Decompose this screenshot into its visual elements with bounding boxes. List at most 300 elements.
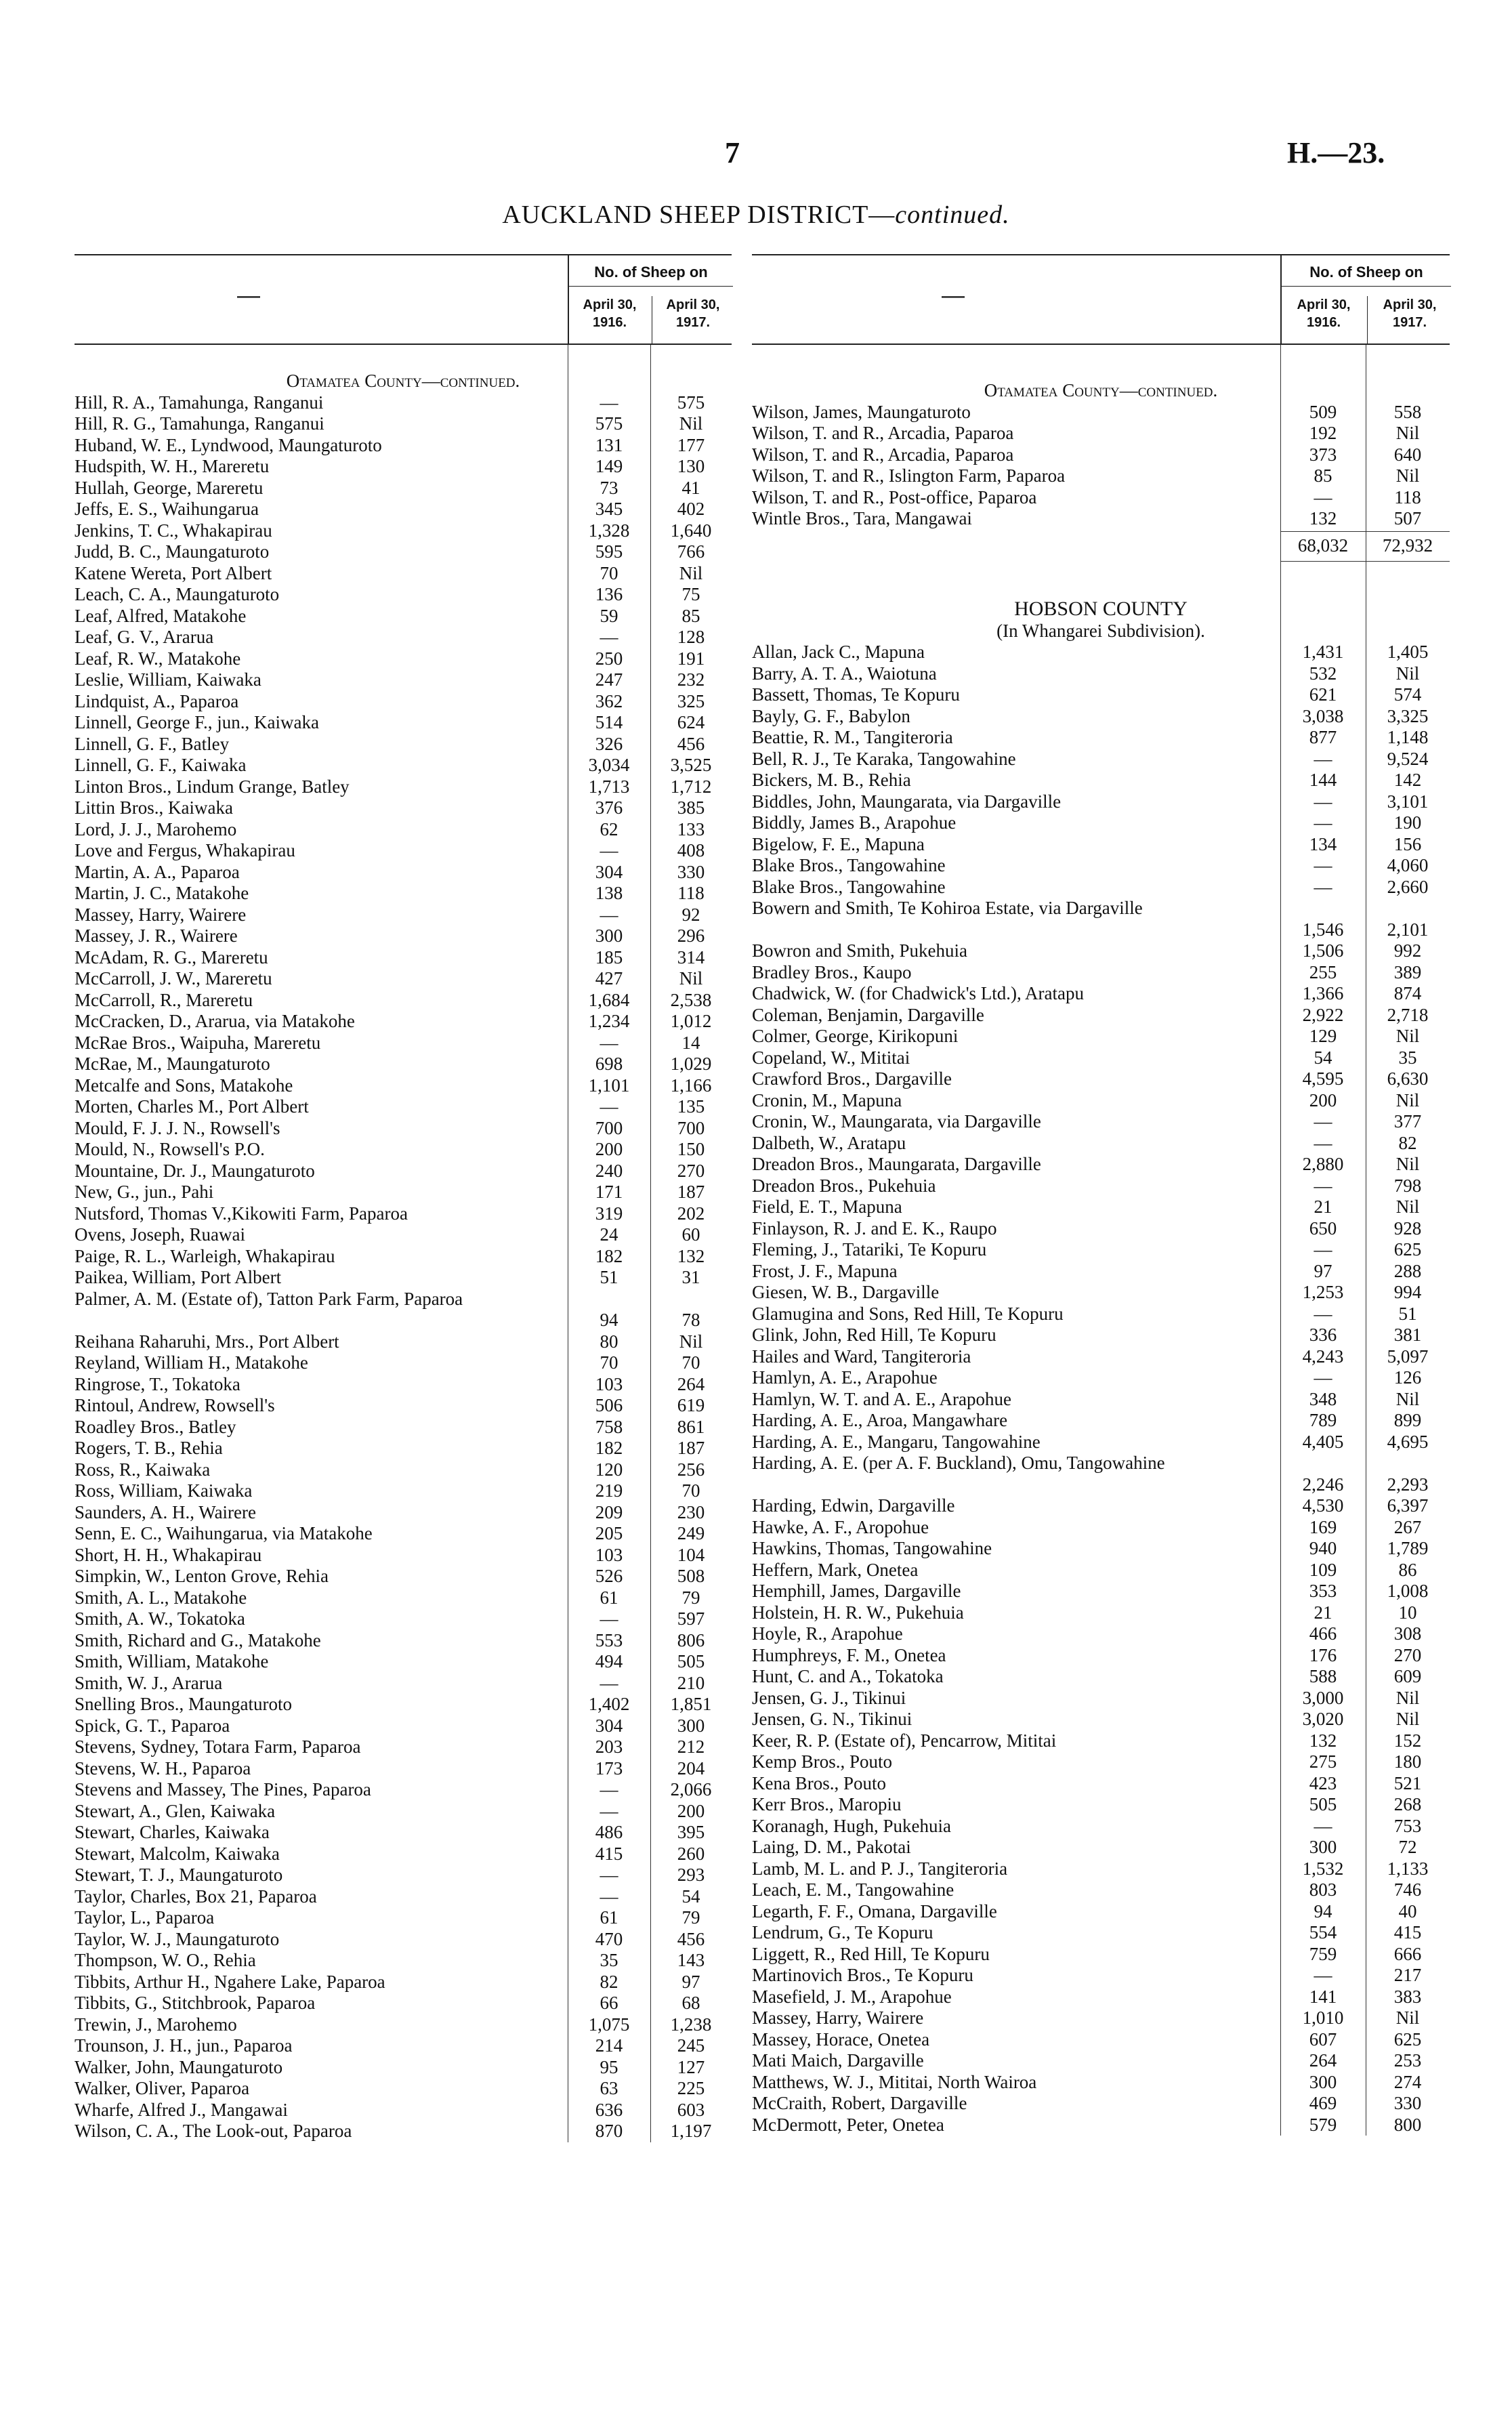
owner-name: Field, E. T., Mapuna — [752, 1197, 902, 1217]
table-row — [75, 734, 732, 755]
sheep-1917: 389 — [1393, 961, 1422, 982]
owner-name: Kemp Bros., Pouto — [752, 1751, 893, 1772]
sheep-1916: 4,595 — [1302, 1068, 1344, 1089]
table-row — [75, 1737, 732, 1758]
table-row — [752, 855, 1450, 877]
sheep-1916: 1,253 — [1302, 1282, 1344, 1302]
table-row — [75, 1651, 732, 1673]
sheep-1917: 68 — [681, 1993, 700, 2013]
table-row — [75, 2035, 732, 2057]
sheep-1916: 3,000 — [1302, 1687, 1344, 1708]
sheep-1917: 314 — [677, 947, 705, 968]
owner-name: Linnell, G. F., Kaiwaka — [75, 755, 247, 775]
owner-name: Glamugina and Sons, Red Hill, Te Kopuru — [752, 1303, 1064, 1324]
sheep-1917: 640 — [1393, 444, 1422, 465]
owner-name: Trewin, J., Marohemo — [75, 2014, 237, 2035]
table-row — [752, 663, 1450, 685]
owner-name: Liggett, R., Red Hill, Te Kopuru — [752, 1943, 990, 1964]
owner-name: Cronin, W., Maungarata, via Dargaville — [752, 1111, 1041, 1131]
owner-name: Harding, Edwin, Dargaville — [752, 1495, 955, 1516]
sheep-1917: Nil — [1395, 663, 1420, 684]
sheep-1917: Nil — [1395, 465, 1420, 486]
table-row — [752, 1709, 1450, 1730]
sheep-1916: 877 — [1309, 727, 1337, 747]
owner-name: McAdam, R. G., Mareretu — [75, 947, 268, 968]
sheep-1916: 134 — [1309, 833, 1337, 854]
owner-name: Holstein, H. R. W., Pukehuia — [752, 1602, 964, 1623]
table-row — [75, 1118, 732, 1140]
table-row — [752, 1239, 1450, 1261]
owner-name: Martinovich Bros., Te Kopuru — [752, 1965, 973, 1985]
table-row — [75, 2057, 732, 2079]
sheep-1917: 1,029 — [670, 1054, 712, 1074]
sheep-1917: 35 — [1398, 1047, 1417, 1068]
table-row — [75, 755, 732, 776]
sheep-1916: 35 — [600, 1950, 618, 1970]
sheep-1916: 4,530 — [1302, 1495, 1344, 1516]
owner-name: Hill, R. G., Tamahunga, Ranganui — [75, 413, 324, 434]
sheep-1916: — — [1314, 486, 1332, 507]
sheep-1916: — — [1314, 1965, 1332, 1985]
sheep-1916: 621 — [1309, 684, 1337, 705]
sheep-1916: 554 — [1309, 1922, 1337, 1942]
sheep-1917: 408 — [677, 840, 705, 860]
owner-name: Nutsford, Thomas V.,Kikowiti Farm, Paparoa — [75, 1203, 408, 1224]
owner-name: Judd, B. C., Maungaturoto — [75, 541, 270, 562]
sheep-1916: 423 — [1309, 1772, 1337, 1793]
owner-name: Stewart, Charles, Kaiwaka — [75, 1822, 270, 1842]
sheep-1917: 625 — [1393, 1239, 1422, 1260]
table-row — [75, 1801, 732, 1823]
sheep-1916: 1,010 — [1302, 2008, 1344, 2028]
sheep-1916: 579 — [1309, 2114, 1337, 2135]
sheep-1917: 212 — [677, 1737, 705, 1757]
sheep-1916: 132 — [1309, 508, 1337, 528]
sheep-1916: 103 — [595, 1373, 623, 1394]
table-row — [75, 2014, 732, 2036]
sheep-1917: 1,238 — [670, 2014, 712, 2035]
sheep-1916: 1,684 — [588, 989, 630, 1010]
sheep-1916: 1,075 — [588, 2014, 630, 2035]
owner-name: Matthews, W. J., Mititai, North Wairoa — [752, 2071, 1037, 2092]
sheep-1916: 109 — [1309, 1559, 1337, 1580]
sheep-1916: 182 — [595, 1438, 623, 1458]
sheep-1916: 940 — [1309, 1538, 1337, 1558]
sheep-1916: 427 — [595, 968, 623, 989]
owner-name: Hudspith, W. H., Mareretu — [75, 456, 270, 476]
table-row — [75, 2078, 732, 2100]
sheep-1917: Nil — [1395, 1154, 1420, 1174]
table-row — [752, 1730, 1450, 1752]
table-row — [752, 898, 1450, 940]
sheep-1917: 508 — [677, 1566, 705, 1586]
sheep-1917: 210 — [677, 1672, 705, 1693]
sheep-1917: 325 — [677, 690, 705, 711]
owner-name: Harding, A. E., Aroa, Mangawhare — [752, 1410, 1008, 1430]
table-row — [75, 1289, 732, 1331]
owner-name: Ross, R., Kaiwaka — [75, 1459, 211, 1480]
sheep-1916: 214 — [595, 2035, 623, 2056]
sheep-1917: 82 — [1398, 1132, 1417, 1153]
table-row — [75, 1545, 732, 1566]
sheep-1916: 304 — [595, 1715, 623, 1736]
table-row — [752, 1879, 1450, 1901]
owner-name: Stewart, T. J., Maungaturoto — [75, 1865, 283, 1885]
owner-name: Love and Fergus, Whakapirau — [75, 840, 295, 860]
table-row — [752, 962, 1450, 984]
owner-name: Rintoul, Andrew, Rowsell's — [75, 1395, 275, 1415]
sheep-1916: 870 — [595, 2121, 623, 2141]
table-row — [752, 2115, 1450, 2136]
owner-name: Wilson, T. and R., Post-office, Paparoa — [752, 486, 1037, 507]
sheep-1917: 190 — [1393, 812, 1422, 833]
sheep-1917: 191 — [677, 648, 705, 669]
sheep-1917: 127 — [677, 2056, 705, 2077]
owner-name: Wintle Bros., Tara, Mangawai — [752, 508, 972, 528]
table-row — [75, 541, 732, 563]
sheep-1916: — — [600, 627, 618, 647]
owner-name: Beattie, R. M., Tangiteroria — [752, 727, 953, 747]
sheep-1917: 575 — [677, 392, 705, 413]
sheep-1916: 61 — [600, 1907, 618, 1928]
owner-name: Reyland, William H., Matakohe — [75, 1352, 308, 1373]
sheep-1916: 70 — [600, 562, 618, 583]
owner-name: McCarroll, R., Mareretu — [75, 989, 253, 1010]
table-row — [752, 1602, 1450, 1624]
sheep-1916: 506 — [595, 1395, 623, 1415]
header-col-1917: April 30, 1917. — [1367, 296, 1452, 344]
sheep-1917: 70 — [681, 1480, 700, 1501]
county-total-row — [752, 530, 1450, 564]
sheep-1917: 1,851 — [670, 1694, 712, 1714]
total-1917: 72,932 — [1382, 535, 1433, 556]
table-row — [752, 1453, 1450, 1495]
table-row — [75, 691, 732, 713]
sheep-1917: 225 — [677, 2078, 705, 2098]
table-row — [752, 1389, 1450, 1411]
sheep-1916: 3,020 — [1302, 1709, 1344, 1729]
table-row — [752, 1538, 1450, 1560]
owner-name: Ross, William, Kaiwaka — [75, 1480, 253, 1501]
owner-name: Palmer, A. M. (Estate of), Tatton Park Farm, Paparoa — [75, 1288, 463, 1309]
owner-name: New, G., jun., Pahi — [75, 1182, 214, 1202]
sheep-1916: 376 — [595, 797, 623, 818]
owner-name: Kena Bros., Pouto — [752, 1772, 886, 1793]
sheep-1916: 300 — [1309, 2071, 1337, 2092]
owner-name: Hullah, George, Mareretu — [75, 477, 264, 498]
sheep-1916: 505 — [1309, 1794, 1337, 1814]
table-row — [75, 990, 732, 1012]
table-row — [75, 1352, 732, 1374]
table-row — [75, 819, 732, 841]
sheep-1916: — — [600, 1096, 618, 1117]
sheep-1917: 232 — [677, 669, 705, 690]
sheep-1917: 456 — [677, 1928, 705, 1949]
owner-name: Dreadon Bros., Maungarata, Dargaville — [752, 1154, 1041, 1174]
table-row — [75, 1566, 732, 1587]
owner-name: Wilson, C. A., The Look-out, Paparoa — [75, 2121, 352, 2141]
sheep-1917: 270 — [677, 1160, 705, 1181]
table-row — [752, 1133, 1450, 1155]
table-row — [75, 1331, 732, 1353]
sheep-1917: 180 — [1393, 1751, 1422, 1772]
owner-name: Bassett, Thomas, Te Kopuru — [752, 684, 960, 705]
table-row — [752, 1816, 1450, 1837]
sheep-1916: 1,546 — [1302, 919, 1344, 940]
owner-name: Lindquist, A., Paparoa — [75, 690, 239, 711]
owner-name: Hawke, A. F., Aropohue — [752, 1516, 929, 1537]
sheep-1916: 2,246 — [1302, 1474, 1344, 1495]
owner-name: Glink, John, Red Hill, Te Kopuru — [752, 1325, 996, 1345]
page-number: 7 — [725, 136, 740, 169]
table-row — [75, 1054, 732, 1075]
sheep-1917: 2,101 — [1387, 919, 1429, 940]
sheep-1917: 264 — [677, 1373, 705, 1394]
sheep-1916: 469 — [1309, 2093, 1337, 2113]
sheep-1917: 51 — [1398, 1303, 1417, 1324]
sheep-1917: 132 — [677, 1245, 705, 1266]
owner-name: Fleming, J., Tatariki, Te Kopuru — [752, 1239, 987, 1260]
table-row — [75, 627, 732, 648]
sheep-1916: 1,506 — [1302, 940, 1344, 961]
sheep-1916: — — [1314, 791, 1332, 812]
sheep-1917: 268 — [1393, 1794, 1422, 1814]
sheep-1917: 899 — [1393, 1410, 1422, 1430]
sheep-1917: 3,525 — [670, 755, 712, 775]
table-row — [752, 1560, 1450, 1581]
left-table-body — [75, 345, 732, 2142]
sheep-1916: 588 — [1309, 1666, 1337, 1686]
table-row — [75, 1822, 732, 1844]
table-row — [75, 776, 732, 798]
owner-name: Jensen, G. N., Tikinui — [752, 1709, 912, 1729]
sheep-1917: 253 — [1393, 2050, 1422, 2071]
owner-name: Wilson, T. and R., Islington Farm, Paparoa — [752, 465, 1066, 486]
sheep-1917: Nil — [1395, 1026, 1420, 1046]
table-row — [75, 1673, 732, 1694]
sheep-1917: 330 — [1393, 2093, 1422, 2113]
section2-subtitle: (In Whangarei Subdivision). — [996, 620, 1205, 641]
table-row — [75, 1694, 732, 1715]
table-row — [75, 606, 732, 627]
owner-name: Katene Wereta, Port Albert — [75, 562, 272, 583]
sheep-1917: 256 — [677, 1459, 705, 1480]
sheep-1917: 558 — [1393, 401, 1422, 422]
sheep-1916: 789 — [1309, 1410, 1337, 1430]
table-row — [75, 1844, 732, 1865]
sheep-1916: 61 — [600, 1587, 618, 1608]
table-row — [75, 1502, 732, 1524]
sheep-1917: 54 — [681, 1886, 700, 1907]
table-row — [752, 402, 1450, 423]
sheep-1916: — — [600, 1779, 618, 1800]
sheep-1916: 698 — [595, 1054, 623, 1074]
sheep-1916: — — [600, 1865, 618, 1885]
sheep-1917: 619 — [677, 1395, 705, 1415]
table-row — [75, 1033, 732, 1054]
title-main: AUCKLAND SHEEP DISTRICT— — [502, 201, 896, 229]
sheep-1916: 200 — [1309, 1089, 1337, 1110]
owner-name: Kerr Bros., Maropiu — [752, 1794, 902, 1814]
sheep-1916: 275 — [1309, 1751, 1337, 1772]
sheep-1916: 2,922 — [1302, 1004, 1344, 1025]
table-row — [752, 2072, 1450, 2094]
sheep-1916: — — [1314, 1111, 1332, 1131]
owner-name: Hemphill, James, Dargaville — [752, 1581, 961, 1601]
owner-name: Martin, J. C., Matakohe — [75, 883, 249, 903]
table-row — [75, 1438, 732, 1459]
owner-name: Walker, Oliver, Paparoa — [75, 2078, 250, 2098]
table-row — [752, 2050, 1450, 2072]
owner-name: Dreadon Bros., Pukehuia — [752, 1175, 936, 1196]
sheep-1916: — — [1314, 1367, 1332, 1388]
table-row — [752, 812, 1450, 834]
owner-name: Smith, A. W., Tokatoka — [75, 1608, 245, 1629]
sheep-1917: 300 — [677, 1715, 705, 1736]
owner-name: Stevens and Massey, The Pines, Paparoa — [75, 1779, 371, 1800]
sheep-1916: 415 — [595, 1843, 623, 1864]
header-group — [1280, 255, 1451, 344]
table-row — [752, 1666, 1450, 1688]
owner-name: Giesen, W. B., Dargaville — [752, 1282, 940, 1302]
table-row — [752, 2093, 1450, 2115]
owner-name: Bowern and Smith, Te Kohiroa Estate, via Dargaville — [752, 898, 1143, 918]
sheep-1916: 466 — [1309, 1623, 1337, 1644]
sheep-1917: 800 — [1393, 2114, 1422, 2135]
table-row — [75, 1203, 732, 1225]
sheep-1917: 3,101 — [1387, 791, 1429, 812]
table-row — [75, 435, 732, 457]
table-row — [752, 1367, 1450, 1389]
sheep-1917: 2,718 — [1387, 1004, 1429, 1025]
sheep-1916: 94 — [1314, 1900, 1332, 1921]
owner-name: Smith, William, Matakohe — [75, 1651, 269, 1671]
sheep-1916: 132 — [1309, 1730, 1337, 1751]
sheep-1916: 144 — [1309, 770, 1337, 790]
sheep-1917: 625 — [1393, 2029, 1422, 2050]
table-row — [75, 1246, 732, 1268]
sheep-1917: 874 — [1393, 983, 1422, 1003]
owner-name: Stevens, W. H., Paparoa — [75, 1758, 251, 1779]
sheep-1917: 330 — [677, 861, 705, 882]
owner-name: McCraith, Robert, Dargaville — [752, 2093, 967, 2113]
table-row — [752, 791, 1450, 813]
owner-name: Laing, D. M., Pakotai — [752, 1837, 911, 1857]
table-row — [752, 1858, 1450, 1880]
sheep-1917: 6,397 — [1387, 1495, 1429, 1516]
table-row — [75, 1907, 732, 1929]
sheep-1916: 200 — [595, 1139, 623, 1159]
sheep-1916: 636 — [595, 2099, 623, 2120]
sheep-1916: — — [600, 1672, 618, 1693]
owner-name: Morten, Charles M., Port Albert — [75, 1096, 309, 1117]
sheep-1917: 86 — [1398, 1559, 1417, 1580]
sheep-1917: 746 — [1393, 1879, 1422, 1900]
owner-name: Senn, E. C., Waihungarua, via Matakohe — [75, 1523, 373, 1543]
owner-name: Spick, G. T., Paparoa — [75, 1715, 230, 1736]
sheep-1917: 603 — [677, 2099, 705, 2120]
right-table-body — [752, 345, 1450, 2136]
sheep-1917: 2,066 — [670, 1779, 712, 1800]
sheep-1916: 21 — [1314, 1602, 1332, 1623]
owner-name: Lendrum, G., Te Kopuru — [752, 1922, 933, 1942]
sheep-1916: — — [1314, 855, 1332, 875]
sheep-1916: — — [1314, 1239, 1332, 1260]
sheep-1916: 758 — [595, 1416, 623, 1437]
sheep-1917: 296 — [677, 926, 705, 946]
sheep-1917: 2,293 — [1387, 1474, 1429, 1495]
owner-name: Dalbeth, W., Aratapu — [752, 1132, 906, 1153]
sheep-1916: 1,431 — [1302, 642, 1344, 662]
sheep-1917: 2,660 — [1387, 876, 1429, 897]
sheep-1916: 51 — [600, 1267, 618, 1287]
owner-name: Roadley Bros., Batley — [75, 1416, 236, 1437]
sheep-1917: 994 — [1393, 1282, 1422, 1302]
owner-name: McCracken, D., Ararua, via Matakohe — [75, 1011, 355, 1031]
table-row — [75, 1182, 732, 1203]
sheep-1916: 595 — [595, 541, 623, 562]
sheep-1917: Nil — [1395, 1687, 1420, 1708]
owner-name: Mould, N., Rowsell's P.O. — [75, 1139, 265, 1159]
table-row — [752, 1922, 1450, 1944]
sheep-1917: 753 — [1393, 1815, 1422, 1836]
sheep-1917: 128 — [677, 627, 705, 647]
sheep-1917: 1,789 — [1387, 1538, 1429, 1558]
sheep-1916: 24 — [600, 1224, 618, 1245]
sheep-1916: 21 — [1314, 1197, 1332, 1217]
sheep-1917: 505 — [677, 1651, 705, 1671]
table-row — [75, 1950, 732, 1972]
owner-name: Frost, J. F., Mapuna — [752, 1260, 898, 1281]
sheep-1916: 650 — [1309, 1218, 1337, 1239]
table-row — [752, 834, 1450, 856]
sheep-1917: 274 — [1393, 2071, 1422, 2092]
table-row — [752, 1495, 1450, 1517]
sheep-1917: 308 — [1393, 1623, 1422, 1644]
owner-name: Koranagh, Hugh, Pukehuia — [752, 1815, 951, 1836]
sheep-1917: 41 — [681, 477, 700, 498]
sheep-1917: 507 — [1393, 508, 1422, 528]
table-row — [75, 1161, 732, 1182]
sheep-1916: — — [1314, 1815, 1332, 1836]
owner-name: Walker, John, Maungaturoto — [75, 2056, 283, 2077]
sheep-1917: 402 — [677, 499, 705, 519]
sheep-1916: — — [600, 1886, 618, 1907]
sheep-1917: 126 — [1393, 1367, 1422, 1388]
owner-name: Hunt, C. and A., Tokatoka — [752, 1666, 944, 1686]
owner-name: Reihana Raharuhi, Mrs., Port Albert — [75, 1331, 339, 1352]
table-row — [75, 648, 732, 670]
sheep-1917: 574 — [1393, 684, 1422, 705]
sheep-1917: 152 — [1393, 1730, 1422, 1751]
sheep-1917: 806 — [677, 1629, 705, 1650]
sheep-1916: 131 — [595, 434, 623, 455]
sheep-1917: 92 — [681, 904, 700, 925]
table-row — [75, 520, 732, 542]
table-row — [752, 1304, 1450, 1325]
owner-name: Smith, W. J., Ararua — [75, 1672, 223, 1693]
table-row — [75, 499, 732, 520]
owner-name: Lord, J. J., Marohemo — [75, 818, 237, 839]
owner-name: Mountaine, Dr. J., Maungaturoto — [75, 1160, 315, 1181]
sheep-1916: 3,038 — [1302, 705, 1344, 726]
sheep-1917: 1,405 — [1387, 642, 1429, 662]
sheep-1916: — — [1314, 876, 1332, 897]
sheep-1917: 624 — [677, 712, 705, 732]
header-group-label: No. of Sheep on — [594, 264, 708, 280]
owner-name: Jeffs, E. S., Waihungarua — [75, 499, 259, 519]
header-dash: — — [237, 283, 260, 308]
